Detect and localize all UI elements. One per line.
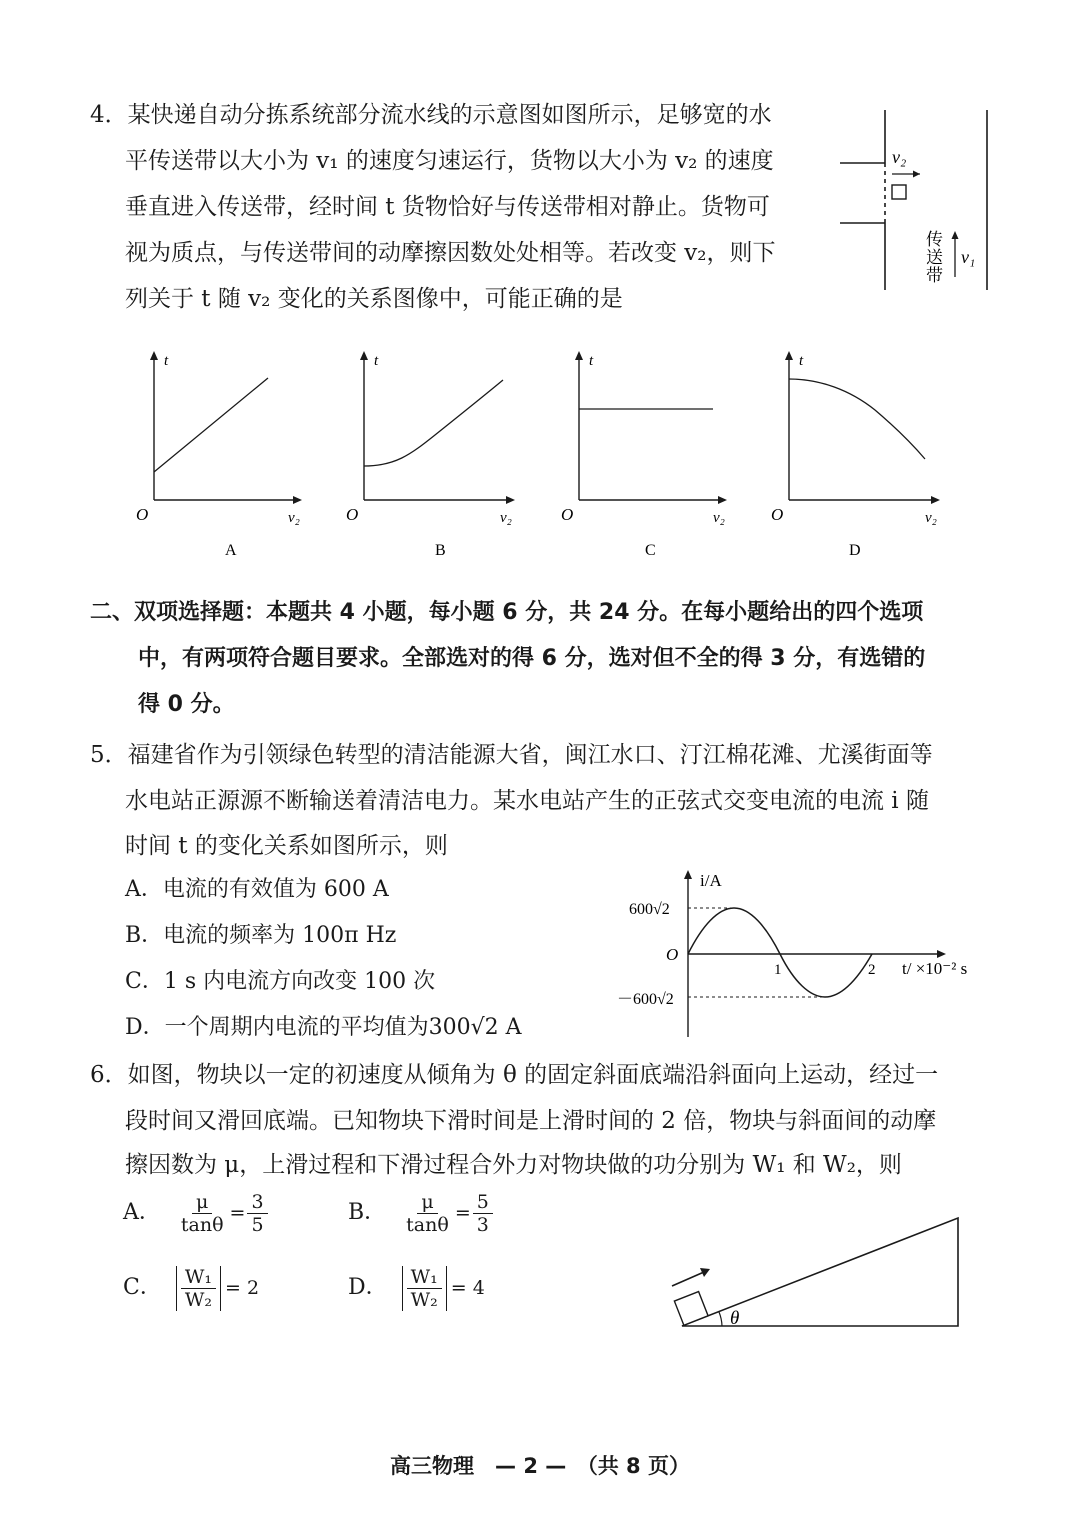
belt-char-1: 传: [926, 230, 943, 249]
conveyor-diagram: [830, 105, 1005, 295]
svg-text:－600√2: －600√2: [617, 991, 674, 1008]
graph-c: [555, 345, 735, 565]
page-footer: 高三物理 — 2 — （共 8 页）: [390, 1454, 690, 1478]
section2-line-1: 二、双项选择题：本题共 4 小题，每小题 6 分，共 24 分。在每小题给出的四个选项: [90, 600, 924, 625]
angle-label: θ: [730, 1308, 740, 1329]
svg-text:t: t: [374, 353, 379, 369]
q4-line-4: 视为质点，与传送带间的动摩擦因数处处相等。若改变 v₂，则下: [125, 240, 776, 266]
q5-option-d: [125, 1014, 522, 1042]
q5-option-d-value: 300√2 A: [428, 1015, 522, 1040]
svg-text:O: O: [771, 505, 784, 524]
q4-line-5: 列关于 t 随 v₂ 变化的关系图像中，可能正确的是: [125, 286, 623, 312]
current-time-graph: [610, 862, 1000, 1042]
belt-char-2: 送: [926, 248, 943, 267]
graph-b: [340, 345, 525, 565]
graph-d: [765, 345, 950, 565]
graph-a: [130, 345, 310, 565]
q5-line-3: 时间 t 的变化关系如图所示，则: [125, 833, 448, 859]
block: [674, 1292, 708, 1326]
incline-diagram: [660, 1208, 970, 1333]
svg-text:D: D: [849, 542, 861, 559]
svg-text:C: C: [645, 542, 656, 559]
svg-text:v₂: v₂: [288, 510, 300, 526]
q5-option-d-text: D．一个周期内电流的平均值为: [125, 1015, 429, 1040]
svg-text:t: t: [799, 353, 804, 369]
svg-text:i/A: i/A: [700, 871, 722, 890]
svg-text:t: t: [589, 353, 594, 369]
svg-text:O: O: [346, 505, 359, 524]
svg-text:A: A: [225, 542, 237, 559]
svg-text:O: O: [561, 505, 574, 524]
svg-text:2: 2: [868, 962, 876, 978]
svg-text:t/ ×10⁻² s: t/ ×10⁻² s: [902, 959, 968, 978]
svg-text:1: 1: [774, 962, 782, 978]
q5-option-a: A．电流的有效值为 600 A: [125, 877, 389, 902]
q6-option-b: B． $\frac{\mu}{\tan\theta}$ = $\frac{5}{3}$: [348, 1188, 493, 1238]
svg-text:B: B: [435, 542, 446, 559]
q5-line-2: 水电站正源源不断输送着清洁电力。某水电站产生的正弦式交变电流的电流 i 随: [125, 788, 929, 814]
belt-char-3: 带: [926, 266, 943, 285]
q5-option-b: B．电流的频率为 100π Hz: [125, 923, 397, 948]
section2-line-3: 得 0 分。: [138, 692, 235, 717]
svg-text:t: t: [164, 353, 169, 369]
section2-line-2: 中，有两项符合题目要求。全部选对的得 6 分，选对但不全的得 3 分，有选错的: [138, 646, 926, 671]
svg-text:600√2: 600√2: [629, 901, 670, 918]
v1-label: v₁: [961, 247, 976, 267]
svg-text:v₂: v₂: [925, 510, 937, 526]
q6-option-a: A． $\frac{\mu}{\tan\theta}$ = $\frac{3}{5}$: [123, 1188, 268, 1238]
q6-line-1: 6．如图，物块以一定的初速度从倾角为 θ 的固定斜面底端沿斜面向上运动，经过一: [90, 1062, 939, 1088]
v2-label: v₂: [892, 147, 907, 167]
q4-line-1: 4．某快递自动分拣系统部分流水线的示意图如图所示，足够宽的水: [90, 102, 772, 128]
q5-line-1: 5．福建省作为引领绿色转型的清洁能源大省，闽江水口、汀江棉花滩、尤溪街面等: [90, 742, 933, 768]
q6-option-d: D． $\frac{\text{W₁}}{\text{W₂}}$ = 4: [348, 1265, 485, 1311]
q6-option-c: C． $\frac{\text{W₁}}{\text{W₂}}$ = 2: [123, 1265, 260, 1311]
svg-text:O: O: [666, 945, 679, 964]
package-box: [892, 185, 906, 199]
svg-text:v₂: v₂: [500, 510, 512, 526]
q5-option-c: C．1 s 内电流方向改变 100 次: [125, 969, 436, 994]
q6-line-3: 擦因数为 μ，上滑过程和下滑过程合外力对物块做的功分别为 W₁ 和 W₂，则: [125, 1152, 902, 1178]
q4-line-2: 平传送带以大小为 v₁ 的速度匀速运行，货物以大小为 v₂ 的速度: [125, 148, 774, 174]
svg-text:O: O: [136, 505, 149, 524]
q6-line-2: 段时间又滑回底端。已知物块下滑时间是上滑时间的 2 倍，物块与斜面间的动摩: [125, 1108, 937, 1134]
q4-line-3: 垂直进入传送带，经时间 t 货物恰好与传送带相对静止。货物可: [125, 194, 770, 220]
svg-text:v₂: v₂: [713, 510, 725, 526]
